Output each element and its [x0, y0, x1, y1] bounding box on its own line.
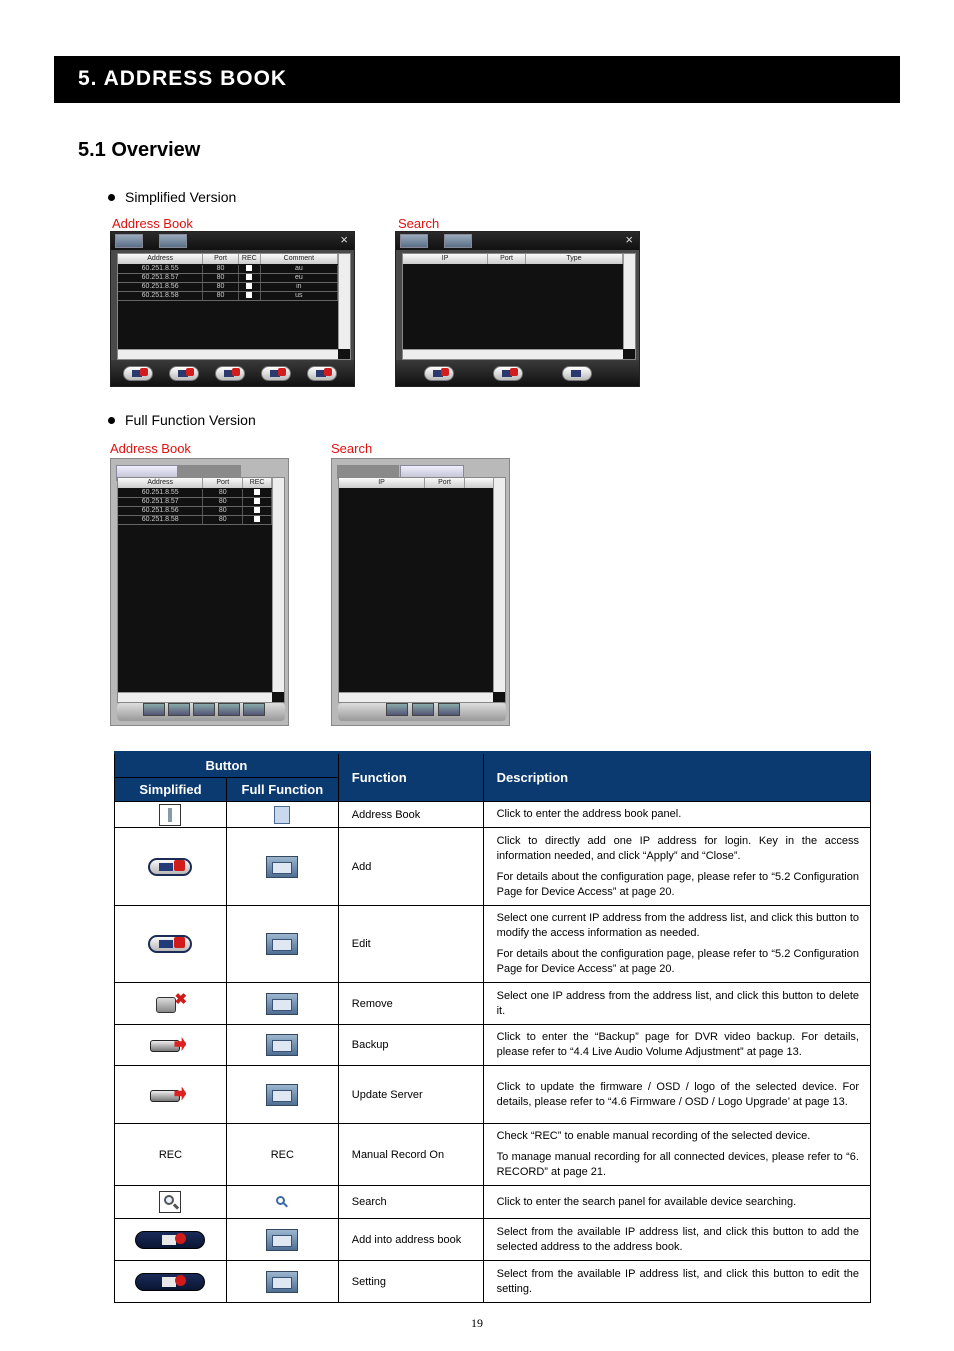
- search-list[interactable]: [338, 477, 506, 703]
- row-port: 80: [203, 516, 243, 524]
- function-description: [483, 1186, 870, 1219]
- address-toolbar: [111, 360, 354, 386]
- description-text: Click to update the firmware / OSD / logo of the selected device. For details, please refer to “4.6 Firmware / OSD / Logo Upgrade’ at page 13.: [496, 1080, 859, 1108]
- description-text: Click to enter the address book panel.: [496, 808, 682, 820]
- description-text: Select from the available IP address list, and click this button to add the selected address to the address book.: [496, 1225, 859, 1253]
- vertical-scrollbar[interactable]: [623, 254, 635, 349]
- address-toolbar: [117, 703, 285, 721]
- simplified-address-book-window: [110, 231, 355, 387]
- function-name: Remove: [338, 983, 483, 1025]
- horizontal-scrollbar[interactable]: [403, 349, 623, 359]
- setting-button[interactable]: [493, 366, 523, 381]
- chapter-title: 5. ADDRESS BOOK: [78, 67, 288, 90]
- row-address: 60.251.8.55: [118, 265, 203, 273]
- backup-button[interactable]: [261, 366, 291, 381]
- backup-icon: [148, 1034, 192, 1056]
- close-icon[interactable]: ×: [625, 232, 633, 247]
- edit-icon: [266, 933, 298, 955]
- horizontal-scrollbar[interactable]: [118, 349, 338, 359]
- remove-button[interactable]: [215, 366, 245, 381]
- add-icon: [148, 858, 192, 876]
- setting-button[interactable]: [412, 703, 434, 716]
- full-address-book-label: Address Book: [110, 441, 191, 456]
- row-comment: eu: [261, 274, 338, 282]
- bullet-full-function-text: Full Function Version: [125, 412, 256, 428]
- remove-icon: ✖: [154, 993, 186, 1015]
- add-button[interactable]: [123, 366, 153, 381]
- function-description: [483, 1025, 870, 1066]
- function-description: [483, 1124, 870, 1186]
- address-list-header: [118, 254, 338, 264]
- row-address: 60.251.8.58: [118, 292, 203, 300]
- rec-text-simplified: REC: [115, 1124, 227, 1186]
- button-reference-table: [114, 751, 871, 1303]
- function-description: [483, 1066, 870, 1124]
- row-port: 80: [203, 283, 239, 291]
- table-row: [115, 802, 871, 828]
- search-toolbar: [338, 703, 506, 721]
- function-name: Setting: [338, 1261, 483, 1303]
- col-ip: IP: [339, 478, 425, 488]
- table-row[interactable]: [118, 516, 272, 525]
- rec-checkbox[interactable]: [239, 265, 261, 273]
- full-search-window: [331, 458, 510, 726]
- description-text: For details about the configuration page, please refer to “5.2 Configuration Page for Device Access” at page 20.: [496, 870, 859, 898]
- table-row[interactable]: [118, 292, 338, 301]
- remove-icon: [266, 993, 298, 1015]
- bullet-simplified: [108, 189, 236, 205]
- tab-search[interactable]: [444, 234, 472, 248]
- table-row[interactable]: [118, 489, 272, 498]
- row-port: 80: [203, 292, 239, 300]
- col-comment: Comment: [261, 254, 338, 264]
- row-comment: us: [261, 292, 338, 300]
- table-row: [115, 1261, 871, 1303]
- search-list[interactable]: [402, 253, 636, 360]
- header-description: Description: [483, 753, 870, 802]
- address-list[interactable]: [117, 253, 351, 360]
- col-address: Address: [118, 254, 203, 264]
- simplified-search-label: Search: [398, 216, 440, 231]
- table-row: [115, 906, 871, 983]
- vertical-scrollbar[interactable]: [338, 254, 350, 349]
- rec-checkbox[interactable]: [243, 489, 272, 497]
- search-icon: [275, 1195, 289, 1209]
- function-name: Backup: [338, 1025, 483, 1066]
- header-full-function: Full Function: [226, 778, 338, 802]
- function-name: Address Book: [338, 802, 483, 828]
- function-description: [483, 802, 870, 828]
- section-title: 5.1 Overview: [78, 139, 201, 161]
- edit-button[interactable]: [168, 703, 190, 716]
- tab-search[interactable]: [159, 234, 187, 248]
- table-row: [115, 1186, 871, 1219]
- row-address: 60.251.8.56: [118, 283, 203, 291]
- setting-icon: [135, 1273, 205, 1291]
- col-port: Port: [425, 478, 465, 488]
- full-address-book-window: [110, 458, 289, 726]
- simplified-address-book-label: Address Book: [112, 216, 193, 231]
- col-rec: REC: [243, 478, 272, 488]
- col-ip: IP: [403, 254, 488, 264]
- edit-icon: [148, 935, 192, 953]
- backup-button[interactable]: [218, 703, 240, 716]
- function-name: Add into address book: [338, 1219, 483, 1261]
- rec-checkbox[interactable]: [239, 283, 261, 291]
- description-text: Click to enter the search panel for available device searching.: [496, 1195, 797, 1208]
- description-text: Click to directly add one IP address for login. Key in the access information needed, and click “Apply” and “Close”.: [496, 834, 859, 862]
- function-name: Add: [338, 828, 483, 906]
- refresh-button[interactable]: [438, 703, 460, 716]
- table-row: [115, 1066, 871, 1124]
- search-list-header: [339, 478, 493, 488]
- function-name: Update Server: [338, 1066, 483, 1124]
- row-address: 60.251.8.57: [118, 274, 203, 282]
- table-row: [115, 1219, 871, 1261]
- col-port: Port: [203, 254, 239, 264]
- vertical-scrollbar[interactable]: [493, 478, 505, 692]
- add-into-address-book-icon: [266, 1229, 298, 1251]
- address-list-header: [118, 478, 272, 488]
- close-icon[interactable]: ×: [340, 232, 348, 247]
- window-title-bar: [396, 232, 639, 250]
- horizontal-scrollbar[interactable]: [118, 692, 272, 702]
- search-toolbar: [396, 360, 639, 386]
- row-port: 80: [203, 274, 239, 282]
- header-button: Button: [115, 753, 339, 778]
- table-row: [115, 828, 871, 906]
- address-book-icon: [274, 806, 290, 824]
- row-comment: in: [261, 283, 338, 291]
- bullet-simplified-text: Simplified Version: [125, 189, 237, 205]
- update-server-button[interactable]: [307, 366, 337, 381]
- table-row[interactable]: [118, 274, 338, 283]
- refresh-button[interactable]: [562, 366, 592, 381]
- row-address: 60.251.8.55: [118, 489, 203, 497]
- function-description: [483, 1219, 870, 1261]
- search-list-header: [403, 254, 623, 264]
- vertical-scrollbar[interactable]: [272, 478, 284, 692]
- search-icon: [159, 1191, 181, 1213]
- row-address: 60.251.8.56: [118, 507, 203, 515]
- function-name: Manual Record On: [338, 1124, 483, 1186]
- tab-address-book[interactable]: [115, 234, 143, 248]
- add-into-address-book-icon: [135, 1231, 205, 1249]
- remove-button[interactable]: [193, 703, 215, 716]
- address-book-icon: [159, 804, 181, 826]
- row-port: 80: [203, 265, 239, 273]
- backup-icon: [266, 1034, 298, 1056]
- function-description: [483, 1261, 870, 1303]
- window-title-bar: [111, 232, 354, 250]
- description-text: Click to enter the “Backup” page for DVR video backup. For details, please refer to “4.4 Live Audio Volume Adjustment” at page 13.: [496, 1031, 859, 1058]
- table-row[interactable]: [118, 265, 338, 274]
- row-port: 80: [203, 507, 243, 515]
- row-address: 60.251.8.57: [118, 498, 203, 506]
- update-server-button[interactable]: [243, 703, 265, 716]
- horizontal-scrollbar[interactable]: [339, 692, 493, 702]
- rec-checkbox[interactable]: [243, 507, 272, 515]
- add-icon: [266, 856, 298, 878]
- address-list[interactable]: [117, 477, 285, 703]
- header-simplified: Simplified: [115, 778, 227, 802]
- rec-checkbox[interactable]: [243, 498, 272, 506]
- row-port: 80: [203, 489, 243, 497]
- table-row[interactable]: [118, 283, 338, 292]
- description-text: Check “REC” to enable manual recording of the selected device.: [496, 1130, 811, 1142]
- col-type: Type: [526, 254, 623, 264]
- function-name: Search: [338, 1186, 483, 1219]
- table-row: [115, 983, 871, 1025]
- update-server-icon: [148, 1084, 192, 1106]
- update-server-icon: [266, 1084, 298, 1106]
- col-port: Port: [203, 478, 243, 488]
- description-text: To manage manual recording for all connected devices, please refer to “6. RECORD” at page 21.: [496, 1151, 859, 1178]
- simplified-search-window: [395, 231, 640, 387]
- description-text: For details about the configuration page, please refer to “5.2 Configuration Page for Device Access” at page 20.: [496, 948, 859, 975]
- full-search-label: Search: [331, 441, 373, 456]
- add-button[interactable]: [143, 703, 165, 716]
- row-address: 60.251.8.58: [118, 516, 203, 524]
- description-text: Select one current IP address from the address list, and click this button to modify the access information as needed.: [496, 912, 859, 939]
- col-port: Port: [488, 254, 526, 264]
- function-name: Edit: [338, 906, 483, 983]
- tab-address-book[interactable]: [400, 234, 428, 248]
- function-description: [483, 828, 870, 906]
- rec-checkbox[interactable]: [239, 274, 261, 282]
- page-number: 19: [471, 1316, 483, 1330]
- rec-text-full: REC: [226, 1124, 338, 1186]
- table-row[interactable]: [118, 498, 272, 507]
- rec-checkbox[interactable]: [243, 516, 272, 524]
- function-description: [483, 983, 870, 1025]
- header-function: Function: [338, 753, 483, 802]
- setting-icon: [266, 1271, 298, 1293]
- col-rec: REC: [239, 254, 261, 264]
- edit-button[interactable]: [169, 366, 199, 381]
- table-row: [115, 1124, 871, 1186]
- rec-checkbox[interactable]: [239, 292, 261, 300]
- table-row[interactable]: [118, 507, 272, 516]
- add-into-address-book-button[interactable]: [424, 366, 454, 381]
- row-port: 80: [203, 498, 243, 506]
- col-address: Address: [118, 478, 203, 488]
- description-text: Select from the available IP address list, and click this button to edit the setting.: [496, 1267, 859, 1295]
- function-description: [483, 906, 870, 983]
- description-text: Select one IP address from the address list, and click this button to delete it.: [496, 989, 859, 1017]
- chapter-header-bar: [54, 56, 900, 103]
- bullet-full-function: [108, 412, 256, 428]
- row-comment: au: [261, 265, 338, 273]
- table-row: [115, 1025, 871, 1066]
- add-into-address-book-button[interactable]: [386, 703, 408, 716]
